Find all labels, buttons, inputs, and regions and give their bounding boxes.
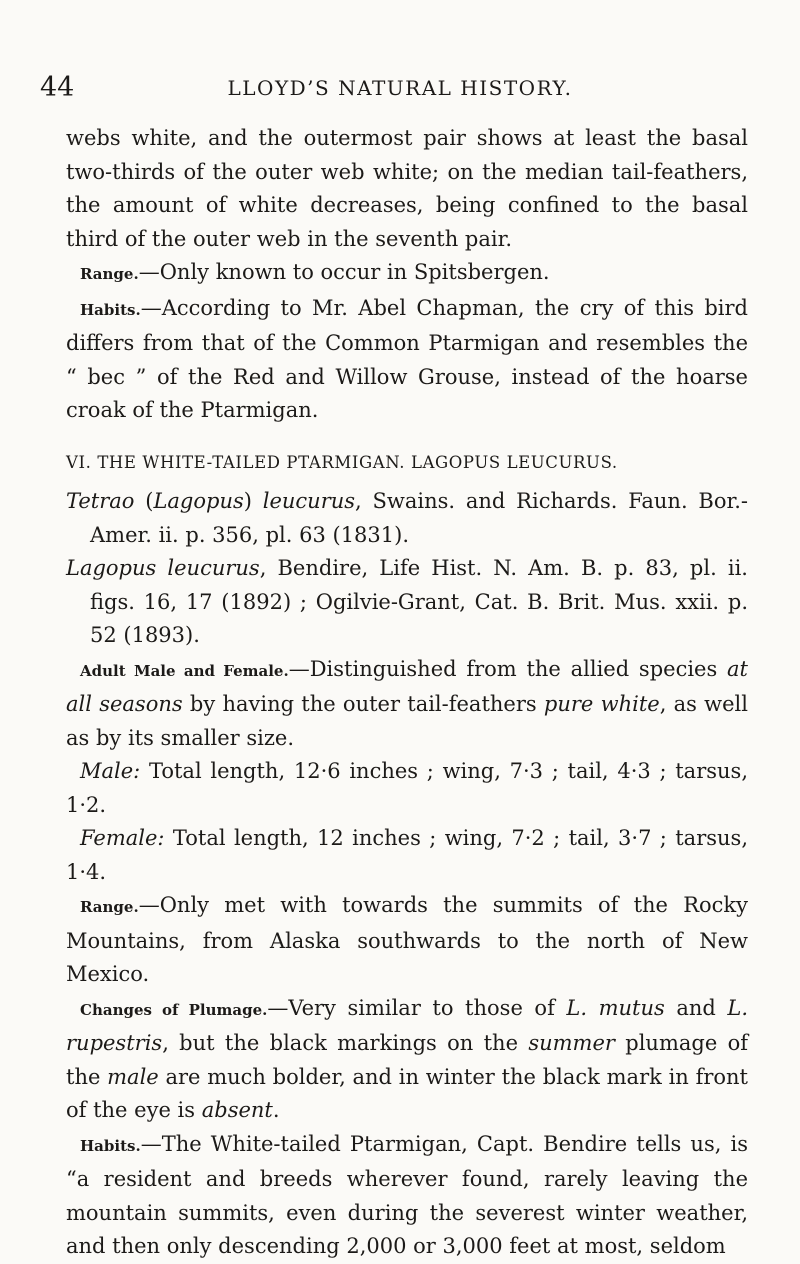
female-text: Total length, 12 inches ; wing, 7·2 ; tail, 3·7 ; tarsus, 1·4.	[66, 826, 748, 884]
plumage-em-1: L. mutus	[566, 995, 665, 1020]
adult-text-1: —Distinguished from the allied species	[288, 656, 728, 681]
adult-em-2: pure white	[543, 692, 660, 716]
habits-paragraph-1	[66, 292, 748, 428]
habits-label: Habits.	[80, 300, 141, 319]
range-label-2: Range.	[80, 898, 139, 916]
adult-text-3: , as well as by its smaller size.	[66, 692, 748, 750]
habits-text-2: —The White-tailed Ptarmigan, Capt. Bendire tells us, is “a resident and breeds wherever found, rarely leaving the mountain summits, even during the severest winter weather, and then only descending 2,000 or 3,000 feet at most, seldom	[66, 1131, 748, 1258]
page-number: 44	[40, 72, 75, 103]
plumage-em-5: absent	[201, 1098, 273, 1122]
habits-label-2: Habits.	[80, 1136, 141, 1155]
plumage-text-2: and	[664, 995, 728, 1020]
plumage-label: Changes of Plumage.	[80, 1000, 268, 1019]
habits-paragraph-2	[66, 1128, 748, 1264]
range-paragraph-1	[66, 256, 748, 292]
plumage-text-5: are much bolder, and in winter the black mark in front of the eye is	[66, 1064, 748, 1122]
syn1-subgenus: Lagopus	[153, 489, 244, 513]
syn2-text: , Bendire, Life Hist. N. Am. B. p. 83, pl. ii. figs. 16, 17 (1892) ; Ogilvie-Grant, Cat. B. Brit. Mus. xxii. p. 52 (1893).	[90, 556, 748, 647]
plumage-text-6: .	[272, 1098, 280, 1122]
plumage-paragraph	[66, 992, 748, 1128]
syn2-name: Lagopus leucurus	[66, 556, 260, 580]
continuation-paragraph: webs white, and the outermost pair shows at least the basal two-thirds of the outer web white; on the median tail-feathers, the amount of white decreases, being confined to the basal third of the outer web in the seventh pair.	[66, 126, 748, 251]
range-text-2: —Only met with towards the summits of the Rocky Mountains, from Alaska southwards to the north of New Mexico.	[66, 893, 748, 986]
plumage-text-4: plumage of the	[66, 1031, 748, 1089]
male-text: Total length, 12·6 inches ; wing, 7·3 ; tail, 4·3 ; tarsus, 1·2.	[66, 759, 748, 817]
page-body	[66, 122, 748, 1264]
plumage-text-3: , but the black markings on the	[162, 1031, 529, 1055]
adult-em-1: at all seasons	[66, 656, 748, 716]
page-header	[40, 72, 760, 112]
synonym-1: Tetrao (Lagopus) leucurus, Swains. and Richards. Faun. Bor.-Amer. ii. p. 356, pl. 63 (1831).	[66, 489, 748, 547]
syn1-species: leucurus	[262, 489, 356, 513]
range-text: —Only known to occur in Spitsbergen.	[138, 260, 550, 284]
syn1-genus: Tetrao	[66, 489, 135, 513]
synonym-2	[66, 552, 748, 653]
plumage-em-2: L. rupestris	[66, 995, 748, 1055]
plumage-em-3: summer	[528, 1031, 615, 1055]
plumage-em-4: male	[107, 1064, 159, 1089]
adult-text-2: by having the outer tail-feathers	[182, 692, 544, 716]
adult-label: Adult Male and Female.	[80, 661, 289, 680]
running-title: LLOYD’S NATURAL HISTORY.	[227, 76, 573, 100]
habits-text: —According to Mr. Abel Chapman, the cry of this bird differs from that of the Common Ptarmigan and resembles the “ bec ” of the Red and Willow Grouse, instead of the hoarse croak of the Ptarmigan.	[66, 295, 748, 422]
syn1-text: , Swains. and Richards. Faun. Bor.-Amer. ii. p. 356, pl. 63 (1831).	[90, 489, 748, 547]
female-measurements	[66, 822, 748, 889]
range-label: Range.	[80, 265, 139, 283]
range-paragraph-2	[66, 889, 748, 992]
female-label: Female:	[80, 826, 165, 850]
species-heading: VI. THE WHITE-TAILED PTARMIGAN. LAGOPUS LEUCURUS.	[66, 452, 618, 472]
male-label: Male:	[80, 759, 141, 783]
male-measurements	[66, 755, 748, 822]
plumage-text-1: —Very similar to those of	[267, 995, 567, 1020]
adult-paragraph	[66, 653, 748, 756]
